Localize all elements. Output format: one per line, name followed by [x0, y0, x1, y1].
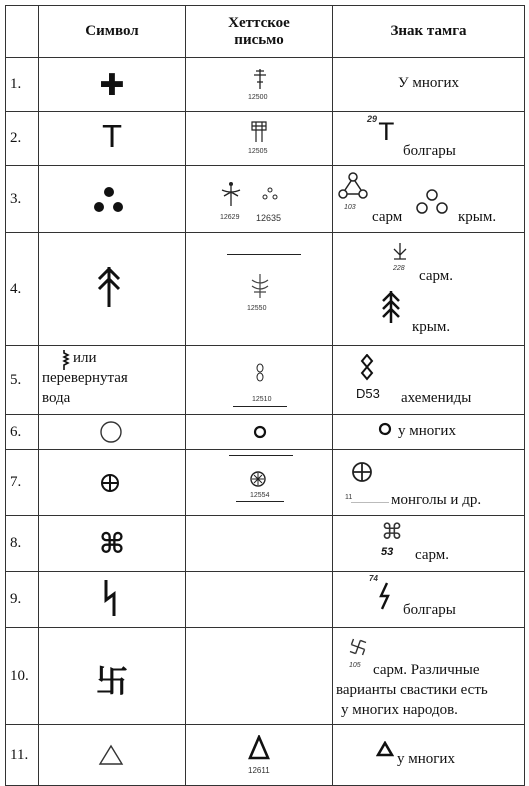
hittite-code: 12629: [220, 214, 240, 221]
symbol-cell: [39, 725, 186, 786]
hittite-cell: [186, 572, 333, 628]
swastika-symbol: 卐: [95, 662, 128, 700]
table-row: [6, 58, 525, 112]
row-number: 10.: [6, 628, 39, 725]
hittite-cell: [186, 346, 333, 415]
row-number: 7.: [6, 450, 39, 516]
hittite-cell: [186, 725, 333, 786]
hittite-cell: [186, 450, 333, 516]
tamga-cell: [333, 415, 525, 450]
symbol-cell: [39, 346, 186, 415]
tamga-knot-glyph: ⌘: [381, 520, 403, 545]
hittite-tree-glyph: [216, 180, 246, 208]
tamga-cell: [333, 346, 525, 415]
row-number: 3.: [6, 166, 39, 233]
hittite-cross-glyph: [251, 68, 269, 90]
circle-symbol: [99, 420, 123, 444]
table-row: [6, 233, 525, 346]
tamga-text: крым.: [458, 209, 497, 225]
tamga-cell: [333, 572, 525, 628]
symbol-cell: [39, 415, 186, 450]
tamga-code: 53: [381, 546, 394, 558]
tamga-text: у многих: [397, 751, 455, 767]
hittite-loops-glyph: [255, 362, 265, 384]
tamga-text: варианты свастики есть: [336, 682, 488, 698]
symbol-text: или: [73, 350, 97, 366]
symbol-text: вода: [42, 390, 71, 406]
table-row: [6, 725, 525, 786]
row-number: 1.: [6, 58, 39, 112]
command-knot-symbol: ⌘: [99, 527, 125, 560]
hittite-wheel-glyph: [249, 470, 267, 488]
tamga-code: 228: [393, 265, 405, 272]
tamga-text: болгары: [403, 143, 456, 159]
tamga-cell: [333, 58, 525, 112]
row-number: 2.: [6, 112, 39, 166]
table-row: [6, 572, 525, 628]
table-row: [6, 166, 525, 233]
hittite-cell: [186, 58, 333, 112]
tamga-text: сарм.: [415, 547, 450, 563]
tamga-three-circles-glyph: [415, 188, 449, 216]
table-row: [6, 516, 525, 572]
tamga-cell: [333, 725, 525, 786]
row-number: 5.: [6, 346, 39, 415]
header-symbol: Символ: [39, 6, 186, 58]
row-number: 8.: [6, 516, 39, 572]
tamga-text: У многих: [397, 75, 460, 91]
symbol-cell: [39, 233, 186, 346]
hittite-code: 12510: [252, 396, 272, 403]
tamga-text: крым.: [412, 319, 451, 335]
tamga-code: 103: [344, 204, 356, 211]
table-row: [6, 346, 525, 415]
tamga-code: 11: [345, 494, 353, 501]
symbol-cell: [39, 450, 186, 516]
hittite-code: 12635: [256, 213, 282, 223]
hittite-code: 12550: [247, 305, 267, 312]
symbol-cell: [39, 628, 186, 725]
table-row: [6, 415, 525, 450]
tamga-diamonds-glyph: [360, 354, 374, 384]
tamga-text: у многих народов.: [341, 702, 458, 718]
hittite-glyph: [249, 120, 269, 144]
symbol-cell: [39, 166, 186, 233]
tamga-cell: [333, 450, 525, 516]
hittite-cell: [186, 516, 333, 572]
divider-line: [351, 502, 389, 503]
row-number: 9.: [6, 572, 39, 628]
tamga-code: D53: [356, 386, 380, 401]
tamga-mark: 29: [367, 114, 378, 124]
tamga-text: болгары: [403, 602, 456, 618]
symbols-table: [5, 5, 525, 786]
cross-symbol: ✚: [99, 68, 125, 103]
tamga-text: сарм. Различные: [373, 662, 480, 678]
tamga-lightning-glyph: [378, 582, 392, 610]
header-row: [6, 6, 525, 58]
tamga-mark: 74: [369, 574, 378, 583]
divider-line: [236, 501, 284, 502]
lightning-symbol: [101, 578, 119, 618]
hittite-plant-glyph: [248, 272, 272, 300]
table-row: [6, 628, 525, 725]
zigzag-water-symbol: [61, 349, 71, 371]
tamga-code: 105: [349, 662, 361, 669]
hittite-cell: [186, 628, 333, 725]
symbol-cell: [39, 112, 186, 166]
hittite-code: 12505: [248, 148, 268, 155]
tamga-text: ахемениды: [401, 390, 472, 406]
hittite-cell: [186, 415, 333, 450]
tamga-cell: [333, 112, 525, 166]
header-tamga: Знак тамга: [333, 6, 525, 58]
tamga-triangle-circles-glyph: [338, 172, 368, 200]
tamga-anchor-glyph: [392, 241, 408, 263]
tamga-circled-cross-glyph: [350, 460, 374, 484]
tamga-triangle-glyph: [376, 741, 394, 757]
divider-line: [229, 455, 293, 456]
circled-cross-symbol: [99, 472, 121, 494]
tamga-t-glyph: Т: [379, 118, 394, 146]
tamga-ring-glyph: [377, 421, 393, 437]
divider-line: [227, 254, 301, 255]
triangle-symbol: [98, 744, 124, 766]
tamga-text: сарм.: [419, 268, 454, 284]
hittite-triangle-glyph: [248, 735, 270, 761]
symbol-text: перевернутая: [42, 370, 128, 386]
hittite-code: 12611: [248, 766, 270, 775]
symbol-cell: [39, 58, 186, 112]
row-number: 11.: [6, 725, 39, 786]
hittite-code: 12554: [250, 492, 270, 499]
hittite-ring-glyph: [252, 424, 268, 440]
tamga-text: монголы и др.: [391, 492, 482, 508]
tamga-cell: [333, 516, 525, 572]
hittite-dots-glyph: [261, 186, 279, 202]
t-symbol: Т: [102, 120, 122, 155]
hittite-cell: [186, 112, 333, 166]
tamga-fir-glyph: [380, 289, 402, 325]
row-number: 6.: [6, 415, 39, 450]
symbol-cell: [39, 572, 186, 628]
tamga-text: у многих: [398, 423, 456, 439]
header-hittite: Хеттское письмо: [186, 6, 333, 58]
hittite-cell: [186, 233, 333, 346]
three-dots-symbol: [89, 182, 129, 218]
tamga-cell: [333, 628, 525, 725]
row-number: 4.: [6, 233, 39, 346]
hittite-code: 12500: [248, 94, 268, 101]
tamga-cell: [333, 233, 525, 346]
divider-line: [233, 406, 287, 407]
header-number: [6, 6, 39, 58]
arrow-tree-symbol: [96, 265, 122, 309]
symbol-cell: [39, 516, 186, 572]
table-row: [6, 112, 525, 166]
hittite-cell: [186, 166, 333, 233]
tamga-swastika-glyph: [347, 636, 369, 658]
table-row: [6, 450, 525, 516]
tamga-text: сарм: [372, 209, 403, 225]
tamga-cell: [333, 166, 525, 233]
